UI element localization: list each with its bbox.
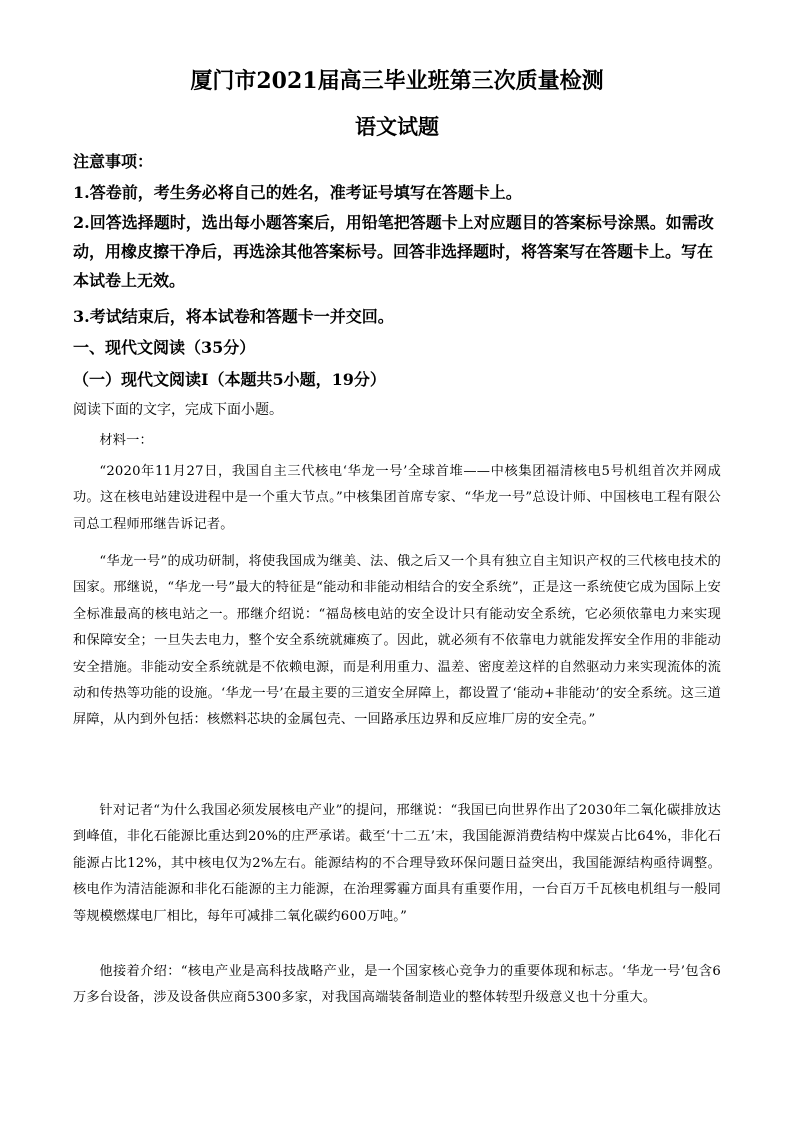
material-paragraph-2: “华龙一号”的成功研制，将使我国成为继美、法、俄之后又一个具有独立自主知识产权的三代核电技术的国家。邢继说，“华龙一号”最大的特征是“能动和非能动相结合的安全系统”，正是这一系统使它成为国际上安全标准最高的核电站之一。邢继介绍说：“福岛核电站的安全设计只有能动安全系统，它必须依靠电力来实现和保障安全；一旦失去电力，整个安全系统就瘫痪了。因此，就必须有不依靠电力就能发挥安全作用的非能动安全措施。非能动安全系统就是不依赖电源，而是利用重力、温差、密度差这样的自然驱动力来实现流体的流动和传热等功能的设施。‘华龙一号’在最主要的三道安全屏障上，都设置了‘能动+非能动’的安全系统。这三道屏障，从内到外包括：核燃料芯块的金属包壳、一回路承压边界和反应堆厂房的安全壳。” [73, 554, 721, 728]
section-title: 一、现代文阅读（35分） [73, 338, 256, 357]
notice-item-1: 1.答卷前，考生务必将自己的姓名，准考证号填写在答题卡上。 [73, 183, 522, 202]
exam-title: 厦门市2021届高三毕业班第三次质量检测 [190, 68, 604, 94]
material-label: 材料一： [99, 433, 153, 448]
material-paragraph-1: “2020年11月27日，我国自主三代核电‘华龙一号’全球首堆——中核集团福清核电5号机组首次并网成功。这在核电站建设进程中是一个重大节点。”中核集团首席专家、“华龙一号”总设计师、中国核电工程有限公司总工程师邢继告诉记者。 [73, 464, 721, 532]
material-paragraph-4: 他接着介绍：“核电产业是高科技战略产业，是一个国家核心竞争力的重要体现和标志。‘华龙一号’包含6万多台设备，涉及设备供应商5300多家，对我国高端装备制造业的整体转型升级意义也十分重大。 [73, 964, 721, 1006]
notice-item-3: 3.考试结束后，将本试卷和答题卡一并交回。 [73, 307, 394, 326]
notice-item-2: 2.回答选择题时，选出每小题答案后，用铅笔把答题卡上对应题目的答案标号涂黑。如需改动，用橡皮擦干净后，再选涂其他答案标号。回答非选择题时，将答案写在答题卡上。写在本试卷上无效。 [73, 213, 714, 290]
material-paragraph-3: 针对记者“为什么我国必须发展核电产业”的提问，邢继说：“我国已向世界作出了2030年二氧化碳排放达到峰值，非化石能源比重达到20%的庄严承诺。截至‘十二五’末，我国能源消费结构中煤炭占比64%，非化石能源占比12%，其中核电仅为2%左右。能源结构的不合理导致环保问题日益突出，我国能源结构亟待调整。核电作为清洁能源和非化石能源的主力能源，在治理雾霾方面具有重要作用，一台百万千瓦核电机组与一般同等规模燃煤电厂相比，每年可减排二氧化碳约600万吨。” [73, 803, 721, 924]
section-subtitle: （一）现代文阅读Ⅰ（本题共5小题，19分） [73, 370, 386, 389]
exam-subtitle: 语文试题 [355, 114, 439, 139]
reading-instruction: 阅读下面的文字，完成下面小题。 [73, 402, 283, 418]
notice-heading: 注意事项： [73, 152, 154, 171]
